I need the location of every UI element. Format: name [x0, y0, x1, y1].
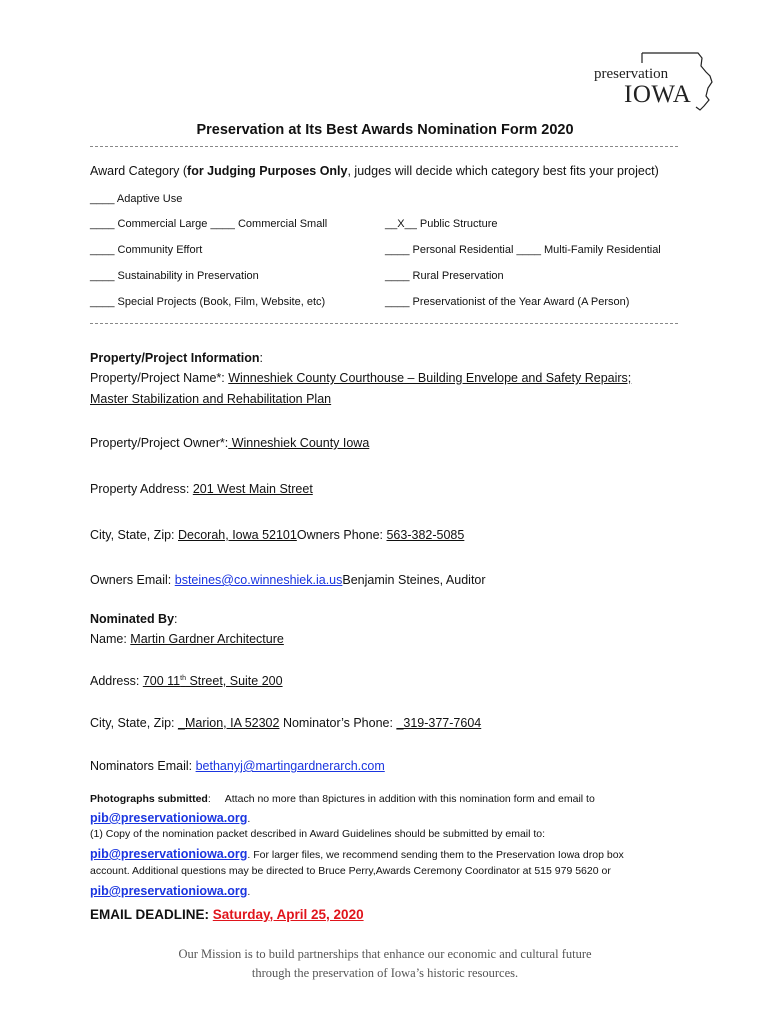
photos-period-3: . — [247, 886, 251, 898]
deadline-date: Saturday, April 25, 2020 — [212, 907, 364, 922]
property-name-label: Property/Project Name*: — [90, 371, 229, 385]
nominator-name-label: Name: — [90, 632, 131, 646]
property-heading — [90, 351, 263, 365]
divider-bottom — [90, 323, 678, 324]
award-category-prefix: Award Category ( — [90, 164, 188, 178]
property-heading-colon: : — [259, 351, 263, 365]
property-heading-text: Property/Project Information — [90, 351, 260, 365]
nominator-city-phone — [90, 716, 481, 730]
deadline-label: EMAIL DEADLINE: — [90, 907, 213, 922]
property-name-value-1: Winneshiek County Courthouse – Building Envelope and Safety Repairs; — [228, 371, 632, 385]
photos-instructions: Attach no more than 8pictures in addition with this nomination form and email to — [224, 793, 595, 805]
category-commercial: ____ Commercial Large ____ Commercial Small — [90, 218, 328, 230]
photos-line3-rest: . For larger files, we recommend sending them to the Preservation Iowa drop box — [247, 849, 624, 861]
email-deadline — [90, 907, 364, 922]
photos-email-line-3 — [90, 882, 250, 900]
category-special-projects: ____ Special Projects (Book, Film, Website, etc) — [90, 296, 326, 308]
form-title: Preservation at Its Best Awards Nomination Form 2020 — [196, 122, 574, 138]
nominator-phone-value: _319-377-7604 — [396, 716, 482, 730]
property-name-line2 — [90, 392, 331, 406]
logo-text-iowa: IOWA — [624, 81, 692, 108]
property-phone-label: Owners Phone: — [296, 528, 387, 542]
nominated-heading-text: Nominated By — [90, 612, 175, 626]
nominator-email-label: Nominators Email: — [90, 759, 196, 773]
pib-email-link-2[interactable]: pib@preservationiowa.org — [90, 847, 248, 861]
category-residential: ____ Personal Residential ____ Multi-Family Residential — [385, 244, 661, 256]
property-city-phone — [90, 528, 464, 542]
nominator-address-number: 700 11 — [142, 674, 181, 688]
photos-label-colon: : — [207, 793, 211, 805]
property-city-value: Decorah, Iowa 52101 — [178, 528, 297, 542]
nominator-address — [90, 674, 283, 688]
nominator-city-value: _Marion, IA 52302 — [178, 716, 280, 730]
mission-line2: through the preservation of Iowa’s historic resources. — [251, 966, 519, 980]
nominator-name-value: Martin Gardner Architecture — [130, 632, 284, 646]
category-preservationist: ____ Preservationist of the Year Award (A Person) — [385, 296, 630, 308]
nominator-email — [90, 759, 385, 773]
photos-line3 — [90, 845, 624, 863]
pib-email-link-1[interactable]: pib@preservationiowa.org — [90, 811, 248, 825]
nominator-address-sup: th — [180, 674, 186, 682]
category-rural-preservation: ____ Rural Preservation — [385, 270, 504, 282]
owner-email-link[interactable]: bsteines@co.winneshiek.ia.us — [174, 573, 343, 587]
category-sustainability: ____ Sustainability in Preservation — [90, 270, 259, 282]
property-city-label: City, State, Zip: — [90, 528, 178, 542]
divider-top — [90, 146, 678, 147]
category-public-structure: __X__ Public Structure — [385, 218, 498, 230]
property-owner — [90, 436, 369, 450]
nominator-phone-label: Nominator’s Phone: — [279, 716, 397, 730]
photos-email-line — [90, 809, 250, 827]
property-email — [90, 573, 486, 587]
photos-period-1: . — [247, 813, 251, 825]
pib-email-link-3[interactable]: pib@preservationiowa.org — [90, 884, 248, 898]
property-name-line1 — [90, 371, 631, 385]
property-name-value-2: Master Stabilization and Rehabilitation Plan — [90, 392, 332, 406]
property-owner-label: Property/Project Owner*: — [90, 436, 229, 450]
nominated-heading-colon: : — [174, 612, 178, 626]
mission-line1: Our Mission is to build partnerships that enhance our economic and cultural future — [178, 947, 592, 961]
photos-line2: (1) Copy of the nomination packet described in Award Guidelines should be submitted by email to: — [90, 828, 546, 840]
property-phone-value: 563-382-5085 — [386, 528, 465, 542]
award-category-bold: for Judging Purposes Only — [187, 164, 348, 178]
nominator-address-label: Address: — [90, 674, 143, 688]
award-category-heading — [90, 164, 659, 178]
nominated-heading — [90, 612, 178, 626]
preservation-iowa-logo — [588, 50, 723, 112]
nominator-address-rest: Street, Suite 200 — [185, 674, 283, 688]
nominator-name — [90, 632, 284, 646]
property-owner-value: Winneshiek County Iowa — [228, 436, 370, 450]
photos-line1 — [90, 793, 595, 805]
category-community-effort: ____ Community Effort — [90, 244, 203, 256]
owner-contact-name: Benjamin Steines, Auditor — [342, 573, 486, 587]
photos-line4: account. Additional questions may be directed to Bruce Perry,Awards Ceremony Coordinator at 515 979 5620 or — [90, 865, 611, 877]
property-email-label: Owners Email: — [90, 573, 175, 587]
nominator-city-label: City, State, Zip: — [90, 716, 178, 730]
logo-text-preservation: preservation — [594, 66, 669, 82]
property-address-label: Property Address: — [90, 482, 193, 496]
nominator-email-link[interactable]: bethanyj@martingardnerarch.com — [195, 759, 385, 773]
award-category-suffix: , judges will decide which category best fits your project) — [347, 164, 659, 178]
category-adaptive-use: ____ Adaptive Use — [90, 193, 183, 205]
property-address-value: 201 West Main Street — [192, 482, 313, 496]
photos-label: Photographs submitted — [90, 793, 208, 805]
property-address — [90, 482, 313, 496]
